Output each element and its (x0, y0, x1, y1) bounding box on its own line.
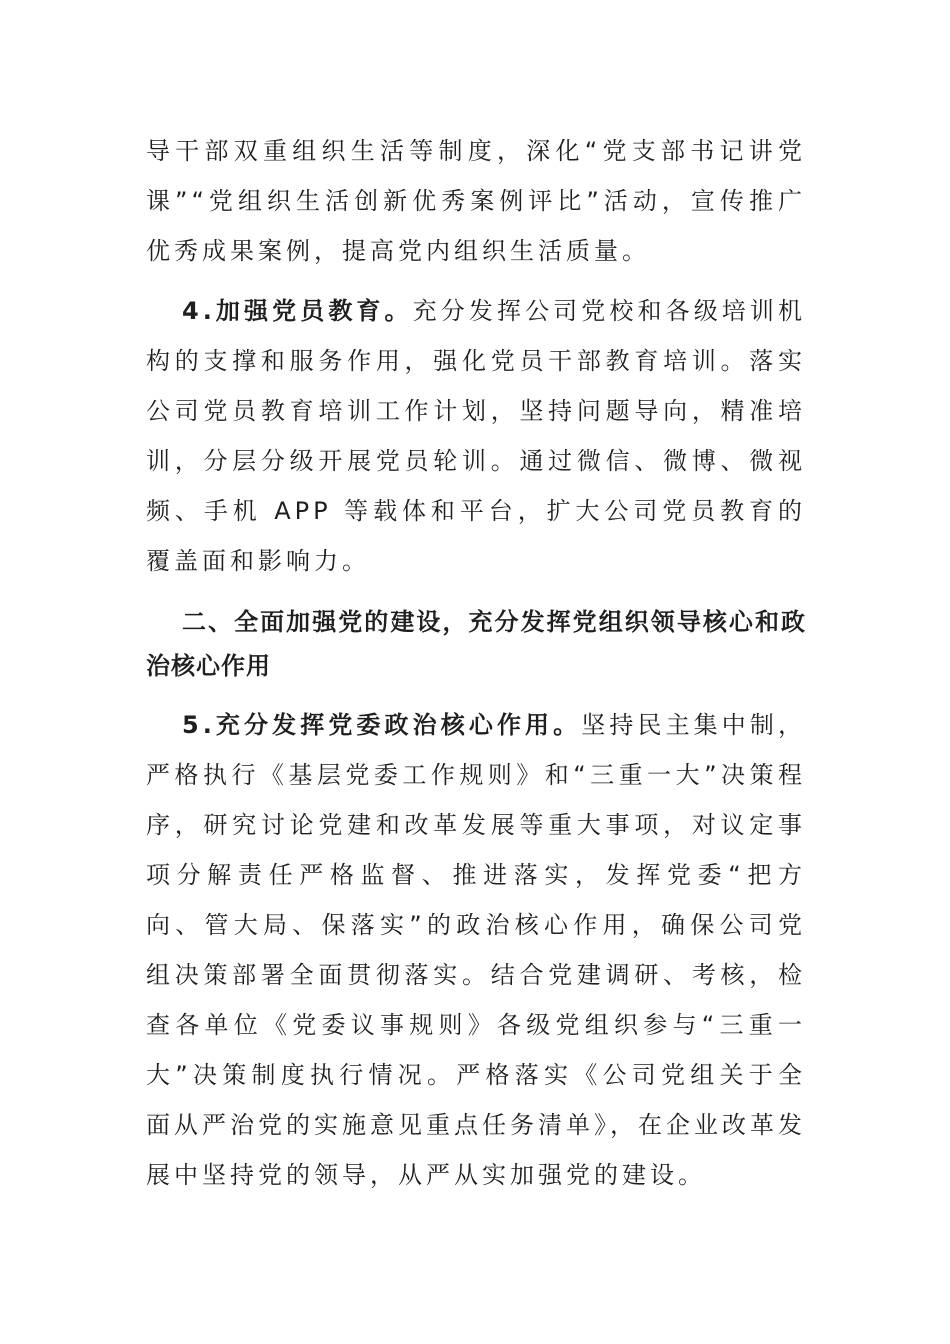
paragraph-lead: 4.加强党员教育。 (182, 297, 413, 325)
document-body (146, 126, 806, 1200)
paragraph-text: 坚持民主集中制，严格执行《基层党委工作规则》和“三重一大”决策程序，研究讨论党建和改革发展等重大事项，对议定事项分解责任严格监督、推进落实，发挥党委“把方向、管大局、保落实”的政治核心作用，确保公司党组决策部署全面贯彻落实。结合党建调研、考核，检查各单位《党委议事规则》各级党组织参与“三重一大”决策制度执行情况。严格落实《公司党组关于全面从严治党的实施意见重点任务清单》，在企业改革发展中坚持党的领导，从严从实加强党的建设。 (146, 711, 806, 1189)
section-heading: 二、全面加强党的建设，充分发挥党组织领导核心和政治核心作用 (146, 608, 806, 680)
paragraph-text: 导干部双重组织生活等制度，深化“党支部书记讲党课”“党组织生活创新优秀案例评比”活动，宣传推广优秀成果案例，提高党内组织生活质量。 (146, 137, 806, 265)
paragraph-item-4 (146, 286, 806, 586)
paragraph-continuation (146, 126, 806, 276)
paragraph-item-5 (146, 700, 806, 1200)
paragraph-text: 充分发挥公司党校和各级培训机构的支撑和服务作用，强化党员干部教育培训。落实公司党员教育培训工作计划，坚持问题导向，精准培训，分层分级开展党员轮训。通过微信、微博、微视频、手机 APP 等载体和平台，扩大公司党员教育的覆盖面和影响力。 (146, 297, 806, 575)
paragraph-lead: 5.充分发挥党委政治核心作用。 (182, 711, 582, 739)
